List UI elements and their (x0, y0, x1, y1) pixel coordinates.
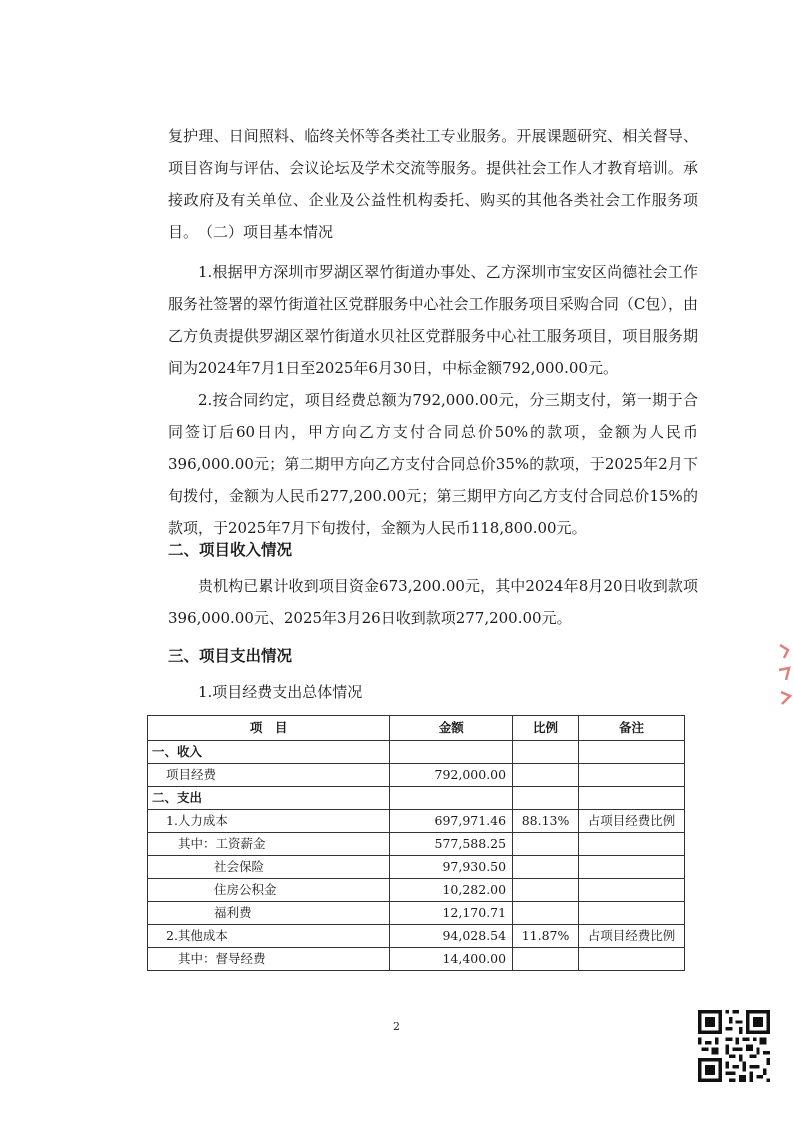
row-ratio: 11.87% (513, 925, 579, 948)
row-ratio (513, 902, 579, 925)
row-ratio (513, 948, 579, 971)
row-ratio (513, 787, 579, 810)
row-amount: 10,282.00 (390, 879, 513, 902)
paragraph-services: 复护理、日间照料、临终关怀等各类社工专业服务。开展课题研究、相关督导、项目咨询与评估、会议论坛及学术交流等服务。提供社会工作人才教育培训。承接政府及有关单位、企业及公益性机构委托、购买的其他各类社会工作服务项目。 (168, 127, 698, 241)
seal-stamp-edge-icon (776, 640, 793, 710)
subheading-overall-expenditure: 1.项目经费支出总体情况 (198, 683, 363, 701)
header-note: 备注 (579, 716, 685, 741)
heading-expenditure: 三、项目支出情况 (168, 646, 293, 665)
row-item: 1.人力成本 (148, 810, 390, 833)
row-item: 其中：督导经费 (148, 948, 390, 971)
row-item: 一、收入 (148, 741, 390, 764)
row-note: 占项目经费比例 (579, 925, 685, 948)
header-ratio: 比例 (513, 716, 579, 741)
row-item: 其中：工资薪金 (148, 833, 390, 856)
paragraph-contract: 1.根据甲方深圳市罗湖区翠竹街道办事处、乙方深圳市宝安区尚德社会工作服务社签署的翠竹街道社区党群服务中心社会工作服务项目采购合同（C包），由乙方负责提供罗湖区翠竹街道水贝社区党群服务中心社工服务项目，项目服务期间为2024年7月1日至2025年6月30日，中标金额792,000.00元。 (168, 263, 698, 377)
header-amount: 金额 (390, 716, 513, 741)
row-note: 占项目经费比例 (579, 810, 685, 833)
header-item: 项 目 (148, 716, 390, 741)
row-ratio (513, 741, 579, 764)
row-amount: 14,400.00 (390, 948, 513, 971)
row-note (579, 787, 685, 810)
table-row (148, 879, 685, 902)
row-item: 社会保险 (148, 856, 390, 879)
row-note (579, 856, 685, 879)
row-ratio (513, 833, 579, 856)
row-note (579, 833, 685, 856)
section-title-basic-info: （二）项目基本情况 (198, 223, 334, 241)
row-ratio (513, 764, 579, 787)
row-ratio (513, 856, 579, 879)
row-amount: 94,028.54 (390, 925, 513, 948)
row-amount: 697,971.46 (390, 810, 513, 833)
row-ratio: 88.13% (513, 810, 579, 833)
row-amount (390, 787, 513, 810)
row-item: 住房公积金 (148, 879, 390, 902)
paragraph-payment: 2.按合同约定，项目经费总额为792,000.00元，分三期支付，第一期于合同签订后60日内，甲方向乙方支付合同总价50%的款项，金额为人民币396,000.00元；第二期甲方向乙方支付合同总价35%的款项，于2025年2月下旬拨付，金额为人民币277,200.00元；第三期甲方向乙方支付合同总价15%的款项，于2025年7月下旬拨付，金额为人民币118,800.00元。 (168, 391, 698, 537)
table-row (148, 741, 685, 764)
row-ratio (513, 879, 579, 902)
table-row (148, 764, 685, 787)
heading-income: 二、项目收入情况 (168, 540, 293, 559)
qr-code-icon (698, 1010, 770, 1082)
table-row (148, 948, 685, 971)
table-row (148, 810, 685, 833)
paragraph-income: 贵机构已累计收到项目资金673,200.00元，其中2024年8月20日收到款项396,000.00元、2025年3月26日收到款项277,200.00元。 (168, 577, 698, 627)
row-note (579, 879, 685, 902)
row-amount: 577,588.25 (390, 833, 513, 856)
row-item: 福利费 (148, 902, 390, 925)
row-note (579, 764, 685, 787)
row-note (579, 948, 685, 971)
row-item: 2.其他成本 (148, 925, 390, 948)
table-header-row (148, 716, 685, 741)
row-item: 项目经费 (148, 764, 390, 787)
table-row (148, 787, 685, 810)
table-row (148, 902, 685, 925)
row-amount: 12,170.71 (390, 902, 513, 925)
page-number: 2 (393, 1020, 400, 1033)
row-amount: 792,000.00 (390, 764, 513, 787)
row-item: 二、支出 (148, 787, 390, 810)
row-note (579, 902, 685, 925)
expenditure-table (147, 715, 685, 971)
table-row (148, 833, 685, 856)
row-note (579, 741, 685, 764)
row-amount: 97,930.50 (390, 856, 513, 879)
table-row (148, 925, 685, 948)
table-row (148, 856, 685, 879)
row-amount (390, 741, 513, 764)
